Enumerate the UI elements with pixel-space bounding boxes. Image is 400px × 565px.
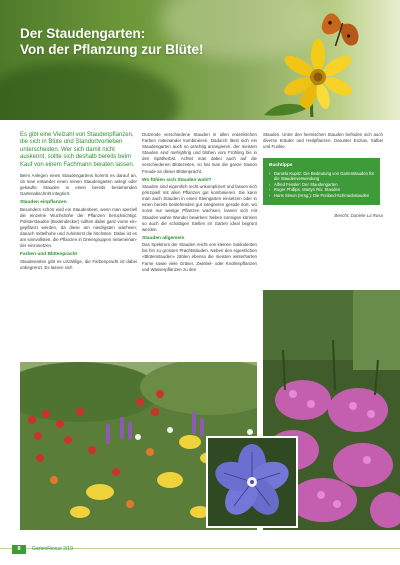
buchtipp-item: › Roger Phillips, Martyn Rix: Stauden [269, 187, 374, 193]
hero-image [0, 0, 400, 120]
subheading-stauden-einpflanzen: Stauden einpflanzen [20, 200, 67, 206]
sunflower-butterfly-illustration [260, 5, 400, 117]
paragraph-farben: Staudenarten gibt es unzählige, die Farbenpracht ist dabei unbegrenzt. Es lassen sich [20, 258, 137, 270]
buchtipp-item: › Alfred Fessler: Der Staudengarten [269, 182, 374, 188]
paragraph-kraeuter: Stauden. Unter den heimischen Stauden befinden sich auch diverse Kräuter und Heilpflanzen. Darunter Enzian, Salbei und Funkie. [263, 132, 383, 150]
paragraph-einpflanzen: Besonders schön wird ein Staudenbeet, wenn man speziell die einzelne Wuchshöhe der Pflanzen berücksichtigt. Polsterstauden (Bodendecker) sollten dabei ganz vorne eingepflanzt werden, da diese am niedrigsten wachsen; danach mittelhohe und zuhinterst die höchsten. Dabei ist es am sinnvollsten, die Pflanzen in Dreiergruppen nebeneinander einzusetzen. [20, 206, 137, 249]
paragraph-allgemein: Das Spektrum der Stauden reicht von kleinen Sukkulenten bis hin zu grossen Prachtstauden. Neben den eigentlichen «Blütenstauden» zählen ebenso die meisten winterharten Farne sowie viele Gräser, Zwiebel- oder Knollenpflanzen und Wasserpflanzen zu den [142, 242, 257, 272]
buchtipp-item: › Hans Simon (Hrsg.): Die Freiland-Schmuckstauden [269, 193, 374, 199]
buchtipps-list [269, 171, 374, 199]
paragraph-kombinieren: Dutzende verschiedene Stauden in allen erdenklichen Farben miteinander kombinieren. Dadurch lässt sich ein Staudengarten auch so prächtig arrangieren, der meisten Stauden sind mehrjährig und blühen vom Frühling bis in den Spätherbst. Achtet man dabei auch auf die verschiedenen Blütezeiten, so hat man die ganze Saison Freude an dieser Blütenpracht. [142, 132, 257, 174]
text-column-3 [263, 132, 383, 219]
title-line-1: Der Staudengarten: [20, 26, 146, 41]
author-credit: Bericht: Daniele La Rosa [334, 212, 383, 218]
page-title [20, 26, 204, 58]
magazine-name: GartenRevue 2/19 [32, 546, 73, 552]
buchtipps-title: Buchtipps [269, 163, 293, 169]
title-line-2: Von der Pflanzung zur Blüte! [20, 42, 204, 57]
hero-foliage [0, 60, 180, 120]
paragraph-wohlfuehlen: Stauden sind eigentlich recht unkompliziert und lassen sich prinzipiell mit allen Pflanzen gut kombinieren. Sie kann man auch Stauden in einen Steingarten einsetzen oder in einen bereits bestehenden gut integrieren gerade dort, wo sonst nur wenige Pflanzen wachsen, lassen sich mit Stauden wahre Wunder bewirken: Neben sonnigen können so auch die schattigen Stellen im Garten ideal begrünt werden. [142, 184, 257, 232]
buchtipp-item: › Daniela Kupitz: Die Bedeutung von Gartenstauden für die Staudenverwendung [269, 171, 374, 182]
intro-paragraph: Beim Anlegen eines Staudengartens kommt es darauf an, ob man entweder einen reinen Staudengarten anlegt oder gekaufte Stauden in einen bereits bestehenden Gartenabschnitt integriert. [20, 173, 137, 197]
subheading-allgemein: Stauden allgemein [142, 235, 185, 241]
subheading-farben: Farben und Blütenpracht [20, 252, 78, 258]
geranium-photo [206, 436, 298, 528]
lead-paragraph: Es gibt eine Vielzahl von Staudenpflanzen, die sich in Blüte und Standortvorlieben unterscheiden. Wer sich damit nicht auskennt, sollte sich deshalb bereits beim Kauf von einem Fachmann beraten lassen. [20, 132, 135, 168]
buchtipps-box [263, 158, 380, 204]
page-footer [0, 543, 400, 565]
text-column-1 [20, 132, 137, 274]
subheading-wohlfuehlen: Wo fühlen sich Stauden wohl? [142, 177, 212, 183]
text-column-2 [142, 132, 257, 276]
page-number: 8 [12, 545, 26, 554]
